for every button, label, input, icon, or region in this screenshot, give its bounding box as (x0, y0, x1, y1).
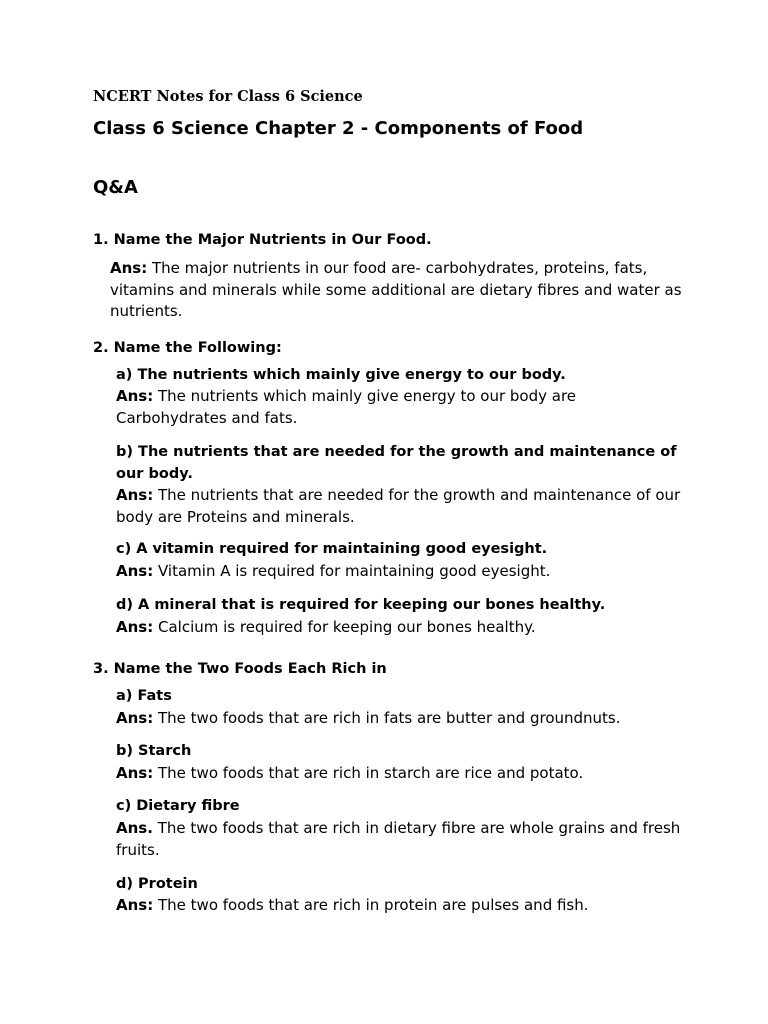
sub-question-2a: a) The nutrients which mainly give energy to our body. (116, 367, 566, 383)
answer-1 (110, 258, 685, 323)
sub-question-3d: d) Protein (116, 876, 198, 892)
answer-text: The two foods that are rich in starch are rice and potato. (158, 764, 584, 782)
answer-label: Ans: (110, 259, 148, 277)
answer-label: Ans. (116, 819, 153, 837)
answer-text: The nutrients which mainly give energy to our body are Carbohydrates and fats. (116, 387, 577, 427)
question-1: 1. Name the Major Nutrients in Our Food. (93, 232, 432, 248)
sub-question-3c: c) Dietary fibre (116, 798, 240, 814)
question-3: 3. Name the Two Foods Each Rich in (93, 661, 387, 677)
answer-text: Vitamin A is required for maintaining good eyesight. (158, 562, 551, 580)
answer-label: Ans: (116, 618, 154, 636)
answer-text: Calcium is required for keeping our bones healthy. (158, 618, 536, 636)
sub-question-3b: b) Starch (116, 743, 192, 759)
sub-question-2c: c) A vitamin required for maintaining good eyesight. (116, 541, 548, 557)
answer-3b (116, 763, 686, 785)
answer-text: The nutrients that are needed for the growth and maintenance of our body are Proteins and minerals. (116, 486, 681, 526)
answer-3c (116, 818, 686, 861)
sub-question-2b: b) The nutrients that are needed for the growth and maintenance of our body. (116, 444, 677, 482)
answer-3d (116, 895, 686, 917)
sub-question-3a: a) Fats (116, 688, 172, 704)
answer-2c (116, 561, 686, 583)
answer-2d (116, 617, 686, 639)
answer-label: Ans: (116, 387, 154, 405)
answer-3a (116, 708, 686, 730)
question-2: 2. Name the Following: (93, 340, 282, 356)
answer-label: Ans: (116, 709, 154, 727)
answer-text: The two foods that are rich in protein are pulses and fish. (158, 896, 589, 914)
sub-question-2d: d) A mineral that is required for keeping our bones healthy. (116, 597, 606, 613)
section-heading: Q&A (93, 177, 138, 198)
answer-text: The two foods that are rich in dietary fibre are whole grains and fresh fruits. (116, 819, 681, 859)
page-title: Class 6 Science Chapter 2 - Components of Food (93, 118, 584, 139)
answer-label: Ans: (116, 764, 154, 782)
answer-2a (116, 386, 686, 429)
answer-label: Ans: (116, 562, 154, 580)
answer-label: Ans: (116, 896, 154, 914)
answer-2b (116, 485, 686, 528)
document-header: NCERT Notes for Class 6 Science (93, 88, 363, 105)
answer-text: The major nutrients in our food are- carbohydrates, proteins, fats, vitamins and minerals while some additional are dietary fibres and water as nutrients. (110, 259, 682, 320)
answer-text: The two foods that are rich in fats are butter and groundnuts. (158, 709, 621, 727)
answer-label: Ans: (116, 486, 154, 504)
